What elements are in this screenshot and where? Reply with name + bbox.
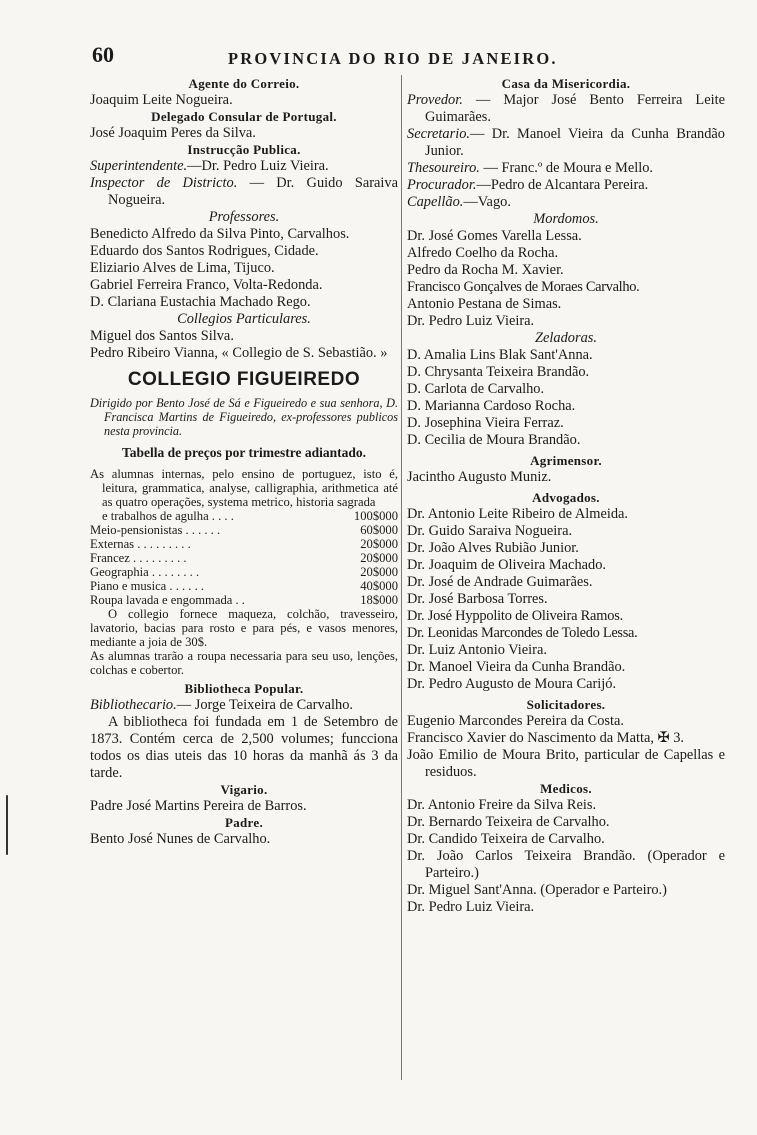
collegios-heading: Collegios Particulares. xyxy=(177,311,311,327)
list-item: Dr. João Alves Rubião Junior. xyxy=(407,540,579,556)
price-table-note-1: O collegio fornece maqueza, colchão, travesseiro, lavatorio, bacias para rosto e para pés, e vasos menores, mediante a joia de 30$. xyxy=(90,607,398,649)
bibliotheca-heading: Bibliotheca Popular. xyxy=(184,681,304,696)
list-item: D. Carlota de Carvalho. xyxy=(407,381,545,397)
table-row xyxy=(90,579,398,593)
list-item: D. Amalia Lins Blak Sant'Anna. xyxy=(407,347,593,363)
page-number: 60 xyxy=(92,42,114,67)
list-item: Alfredo Coelho da Rocha. xyxy=(407,245,559,261)
mordomos-list xyxy=(407,228,725,330)
list-item: Antonio Pestana de Simas. xyxy=(407,296,562,312)
superintendente-role: Superintendente. xyxy=(90,158,188,174)
zeladoras-heading: Zeladoras. xyxy=(535,330,597,346)
list-item: Dr. Pedro Luiz Vieira. xyxy=(407,313,535,329)
row-value: 20$000 xyxy=(360,537,398,551)
list-item: Dr. Candido Teixeira de Carvalho. xyxy=(407,831,605,847)
list-item: Pedro da Rocha M. Xavier. xyxy=(407,262,564,278)
list-item: D. Marianna Cardoso Rocha. xyxy=(407,398,576,414)
solicitadores-list xyxy=(407,713,725,781)
thesoureiro-name: — Franc.º de Moura e Mello. xyxy=(483,160,654,176)
list-item: Dr. Bernardo Teixeira de Carvalho. xyxy=(407,814,610,830)
list-item: Dr. Guido Saraiva Nogueira. xyxy=(407,523,573,539)
list-item: Eliziario Alves de Lima, Tijuco. xyxy=(90,260,275,276)
inspector-entry xyxy=(90,175,398,209)
advogados-list xyxy=(407,506,725,693)
vigario-heading: Vigario. xyxy=(220,782,268,797)
capellao-name: —Vago. xyxy=(463,194,511,210)
provedor-role: Provedor. xyxy=(407,92,463,108)
list-item: Dr. Luiz Antonio Vieira. xyxy=(407,642,547,658)
delegado-name: José Joaquim Peres da Silva. xyxy=(90,125,256,141)
list-item: Dr. João Carlos Teixeira Brandão. (Operador e Parteiro.) xyxy=(407,848,725,881)
list-item: Dr. Pedro Augusto de Moura Carijó. xyxy=(407,676,617,692)
medicos-heading: Medicos. xyxy=(540,781,592,796)
procurador-name: —Pedro de Alcantara Pereira. xyxy=(476,177,649,193)
row-value: 18$000 xyxy=(360,593,398,607)
table-row xyxy=(90,537,398,551)
list-item: Dr. José Gomes Varella Lessa. xyxy=(407,228,582,244)
list-item: Pedro Ribeiro Vianna, « Collegio de S. Sebastião. » xyxy=(90,345,388,361)
list-item: D. Josephina Vieira Ferraz. xyxy=(407,415,564,431)
price-table xyxy=(90,509,398,607)
list-item: D. Clariana Eustachia Machado Rego. xyxy=(90,294,311,310)
bibliothecario-name: — Jorge Teixeira de Carvalho. xyxy=(176,697,354,713)
inspector-name: — Dr. Guido Saraiva Nogueira. xyxy=(108,175,398,208)
column-divider xyxy=(401,75,402,1080)
figueiredo-title: COLLEGIO FIGUEIREDO xyxy=(127,369,361,390)
provedor-entry xyxy=(407,92,725,126)
bibliothecario-entry xyxy=(90,697,398,714)
row-value: 100$000 xyxy=(353,509,398,523)
table-row xyxy=(90,593,398,607)
mordomos-heading: Mordomos. xyxy=(533,211,599,227)
list-item: Dr. Antonio Freire da Silva Reis. xyxy=(407,797,597,813)
row-value: 40$000 xyxy=(360,579,398,593)
list-item: Francisco Gonçalves de Moraes Carvalho. xyxy=(407,279,640,295)
row-value: 20$000 xyxy=(360,565,398,579)
row-label: Meio-pensionistas . . . . . . xyxy=(90,523,221,537)
list-item: Eugenio Marcondes Pereira da Costa. xyxy=(407,713,624,729)
table-row xyxy=(90,523,398,537)
procurador-role: Procurador. xyxy=(407,177,477,193)
procurador-entry xyxy=(407,177,725,194)
padre-name: Bento José Nunes de Carvalho. xyxy=(90,831,271,847)
left-column xyxy=(90,76,398,848)
thesoureiro-entry xyxy=(407,160,725,177)
list-item: João Emilio de Moura Brito, particular de Capellas e residuos. xyxy=(407,747,725,780)
bibliotheca-text: A bibliotheca foi fundada em 1 de Setembro de 1873. Contém cerca de 2,500 volumes; funcciona todos os dias uteis das 10 horas da manhã ás 3 da tarde. xyxy=(90,714,398,781)
thesoureiro-role: Thesoureiro. xyxy=(407,160,480,176)
secretario-name: — Dr. Manoel Vieira da Cunha Brandão Junior. xyxy=(425,126,725,159)
advogados-heading: Advogados. xyxy=(532,490,600,505)
row-label: Piano e musica . . . . . . xyxy=(90,579,205,593)
row-value: 20$000 xyxy=(360,551,398,565)
right-column xyxy=(407,76,725,916)
professores-heading: Professores. xyxy=(208,209,280,225)
secretario-role: Secretario. xyxy=(407,126,471,142)
figueiredo-description: Dirigido por Bento José de Sá e Figueiredo e sua senhora, D. Francisca Martins de Figueiredo, ex-professores publicos nesta provincia. xyxy=(90,396,398,438)
list-item: D. Chrysanta Teixeira Brandão. xyxy=(407,364,590,380)
list-item: Dr. José Hyppolito de Oliveira Ramos. xyxy=(407,608,624,624)
price-table-note-2: As alumnas trarão a roupa necessaria para seu uso, lenções, colchas e cobertor. xyxy=(90,649,398,677)
provedor-name: — Major José Bento Ferreira Leite Guimarães. xyxy=(425,92,725,125)
row-label: Francez . . . . . . . . . xyxy=(90,551,187,565)
list-item: Dr. Miguel Sant'Anna. (Operador e Parteiro.) xyxy=(407,882,667,898)
zeladoras-list xyxy=(407,347,725,449)
margin-mark xyxy=(6,795,8,855)
list-item: Francisco Xavier do Nascimento da Matta, ✠ 3. xyxy=(407,730,685,746)
row-value: 60$000 xyxy=(360,523,398,537)
list-item: Dr. Leonidas Marcondes de Toledo Lessa. xyxy=(407,625,638,641)
list-item: Dr. Manoel Vieira da Cunha Brandão. xyxy=(407,659,626,675)
solicitadores-heading: Solicitadores. xyxy=(526,697,606,712)
capellao-entry xyxy=(407,194,725,211)
secretario-entry xyxy=(407,126,725,160)
superintendente-name: —Dr. Pedro Luiz Vieira. xyxy=(187,158,329,174)
list-item: Dr. Antonio Leite Ribeiro de Almeida. xyxy=(407,506,629,522)
agrimensor-name: Jacintho Augusto Muniz. xyxy=(407,469,552,485)
list-item: Miguel dos Santos Silva. xyxy=(90,328,234,344)
row-label: Geographia . . . . . . . . xyxy=(90,565,200,579)
list-item: Eduardo dos Santos Rodrigues, Cidade. xyxy=(90,243,319,259)
table-row xyxy=(90,509,398,523)
padre-heading: Padre. xyxy=(224,815,264,830)
list-item: Gabriel Ferreira Franco, Volta-Redonda. xyxy=(90,277,323,293)
list-item: D. Cecilia de Moura Brandão. xyxy=(407,432,581,448)
list-item: Benedicto Alfredo da Silva Pinto, Carvalhos. xyxy=(90,226,350,242)
bibliothecario-role: Bibliothecario. xyxy=(90,697,177,713)
list-item: Dr. José de Andrade Guimarães. xyxy=(407,574,593,590)
row-label: Externas . . . . . . . . . xyxy=(90,537,191,551)
medicos-list xyxy=(407,797,725,916)
vigario-name: Padre José Martins Pereira de Barros. xyxy=(90,798,307,814)
delegado-heading: Delegado Consular de Portugal. xyxy=(151,109,337,124)
table-row xyxy=(90,565,398,579)
list-item: Dr. José Barbosa Torres. xyxy=(407,591,548,607)
agrimensor-heading: Agrimensor. xyxy=(530,453,602,468)
row-label: e trabalhos de agulha . . . . xyxy=(102,509,234,523)
collegios-list xyxy=(90,328,398,362)
misericordia-heading: Casa da Misericordia. xyxy=(501,76,631,91)
table-row xyxy=(90,551,398,565)
professores-list xyxy=(90,226,398,311)
instrucao-heading: Instrucção Publica. xyxy=(187,142,301,157)
inspector-role: Inspector de Districto. xyxy=(90,175,238,191)
agente-heading: Agente do Correio. xyxy=(188,76,300,91)
superintendente-entry xyxy=(90,158,398,175)
price-table-title: Tabella de preços por trimestre adiantado. xyxy=(121,445,366,460)
price-table-intro: As alumnas internas, pelo ensino de portuguez, isto é, leitura, grammatica, analyse, calligraphia, arithmetica até as quatro operações, systema metrico, historia sagrada xyxy=(90,467,398,509)
agente-name: Joaquim Leite Nogueira. xyxy=(90,92,233,108)
row-label: Roupa lavada e engommada . . xyxy=(90,593,245,607)
list-item: Dr. Joaquim de Oliveira Machado. xyxy=(407,557,607,573)
list-item: Dr. Pedro Luiz Vieira. xyxy=(407,899,535,915)
running-title: PROVINCIA DO RIO DE JANEIRO. xyxy=(228,49,558,68)
capellao-role: Capellão. xyxy=(407,194,464,210)
